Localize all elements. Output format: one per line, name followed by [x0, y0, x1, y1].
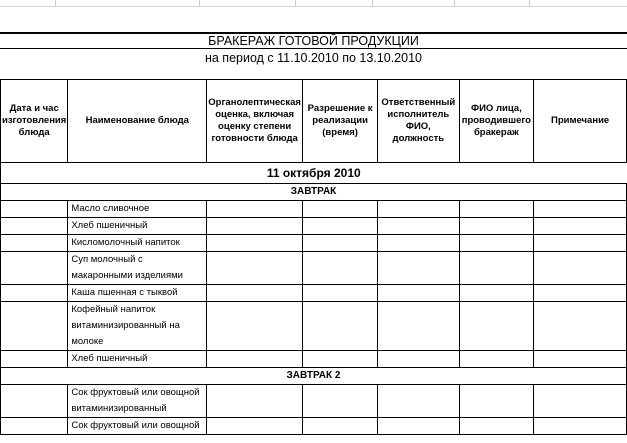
spreadsheet-grid: [0, 0, 627, 33]
dish-name[interactable]: Кофейный напиток витаминизированный на молоке: [68, 302, 207, 351]
table-header-row: [1, 80, 627, 163]
column-header[interactable]: Примечание: [534, 80, 627, 163]
table-row: [1, 235, 627, 252]
meal-row: [1, 184, 627, 201]
dish-name[interactable]: Кисломолочный напиток: [68, 235, 207, 252]
dish-name[interactable]: Каша пшенная с тыквой: [68, 285, 207, 302]
column-header[interactable]: Наименование блюда: [68, 80, 207, 163]
date-row: [1, 163, 627, 184]
table-row: [1, 385, 627, 418]
table-row: [1, 218, 627, 235]
document-period: на период с 11.10.2010 по 13.10.2010: [204, 51, 422, 65]
dish-name[interactable]: Суп молочный с макаронными изделиями: [68, 252, 207, 285]
date-header[interactable]: 11 октября 2010: [1, 163, 627, 184]
table-row: [1, 418, 627, 435]
table-row: [1, 252, 627, 285]
dish-name[interactable]: Сок фруктовый или овощной витаминизированный: [68, 385, 207, 418]
column-header[interactable]: ФИО лица, проводившего бракераж: [459, 80, 534, 163]
document-title: БРАКЕРАЖ ГОТОВОЙ ПРОДУКЦИИ: [0, 32, 627, 49]
table-row: [1, 201, 627, 218]
table-row: [1, 351, 627, 368]
table-row: [1, 302, 627, 351]
brakerazh-table: [0, 79, 627, 435]
meal-title[interactable]: ЗАВТРАК 2: [1, 368, 627, 385]
table-row: [1, 285, 627, 302]
worksheet[interactable]: [0, 32, 627, 443]
column-header[interactable]: Ответственный исполнитель ФИО, должность: [378, 80, 459, 163]
dish-name[interactable]: Масло сливочное: [68, 201, 207, 218]
dish-name[interactable]: Хлеб пшеничный: [68, 218, 207, 235]
dish-name[interactable]: Хлеб пшеничный: [68, 351, 207, 368]
dish-name[interactable]: Сок фруктовый или овощной: [68, 418, 207, 435]
column-header[interactable]: Органолептическая оценка, включая оценку степени готовности блюда: [207, 80, 303, 163]
column-header[interactable]: Дата и час изготовления блюда: [1, 80, 68, 163]
meal-row: [1, 368, 627, 385]
meal-title[interactable]: ЗАВТРАК: [1, 184, 627, 201]
column-header[interactable]: Разрешение к реализации (время): [303, 80, 378, 163]
